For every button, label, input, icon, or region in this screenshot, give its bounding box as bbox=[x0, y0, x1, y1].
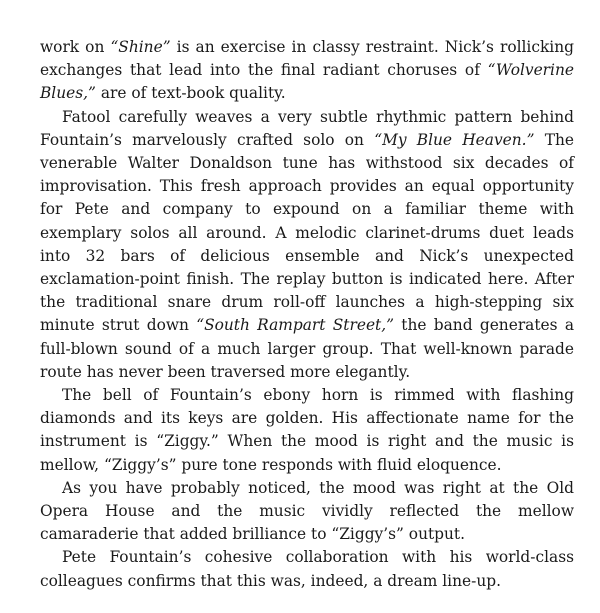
song-title-my-blue-heaven: “My Blue Heaven.” bbox=[374, 130, 535, 149]
text-segment: work on bbox=[40, 38, 111, 56]
song-title-south-rampart-street: “South Rampart Street,” bbox=[196, 316, 394, 335]
paragraph-5 bbox=[40, 546, 574, 592]
paragraph-1 bbox=[40, 36, 574, 106]
song-title-wolverine-blues: “Wolverine Blues,” bbox=[40, 61, 574, 103]
text-segment: is an exercise in classy restraint. Nick’s rollicking exchanges that lead into the final radiant choruses of bbox=[40, 38, 574, 80]
text-segment: The bell of Fountain’s ebony horn is rimmed with flashing diamonds and its keys are golden. His affectionate name for the instrument is “Ziggy.” When the mood is right and the music is mellow, “Ziggy’s” pure tone responds with fluid eloquence. bbox=[40, 386, 574, 474]
text-segment: Pete Fountain’s cohesive collaboration with his world-class colleagues confirms that this was, indeed, a dream line-up. bbox=[40, 548, 574, 590]
document-page bbox=[40, 36, 574, 593]
text-segment: The venerable Walter Donaldson tune has withstood six decades of improvisation. This fresh approach provides an equal opportunity for Pete and company to expound on a familiar theme with exemplary solos all around. A melodic clarinet-drums duet leads into 32 bars of delicious ensemble and Nick’s unexpected exclamation-point finish. The replay button is indicated here. After the traditional snare drum roll-off launches a high-stepping six minute strut down bbox=[40, 130, 574, 335]
paragraph-2 bbox=[40, 106, 574, 384]
text-segment: the band generates a full-blown sound of a much larger group. That well-known parade route has never been traversed more elegantly. bbox=[40, 316, 574, 381]
paragraph-4 bbox=[40, 477, 574, 547]
text-segment: are of text-book quality. bbox=[95, 84, 286, 103]
paragraph-3 bbox=[40, 384, 574, 477]
song-title-shine: “Shine” bbox=[110, 38, 171, 56]
text-segment: Fatool carefully weaves a very subtle rhythmic pattern behind Fountain’s marvelously crafted solo on bbox=[40, 107, 574, 149]
text-segment: As you have probably noticed, the mood was right at the Old Opera House and the music vividly reflected the mellow camaraderie that added brilliance to “Ziggy’s” output. bbox=[40, 478, 574, 544]
